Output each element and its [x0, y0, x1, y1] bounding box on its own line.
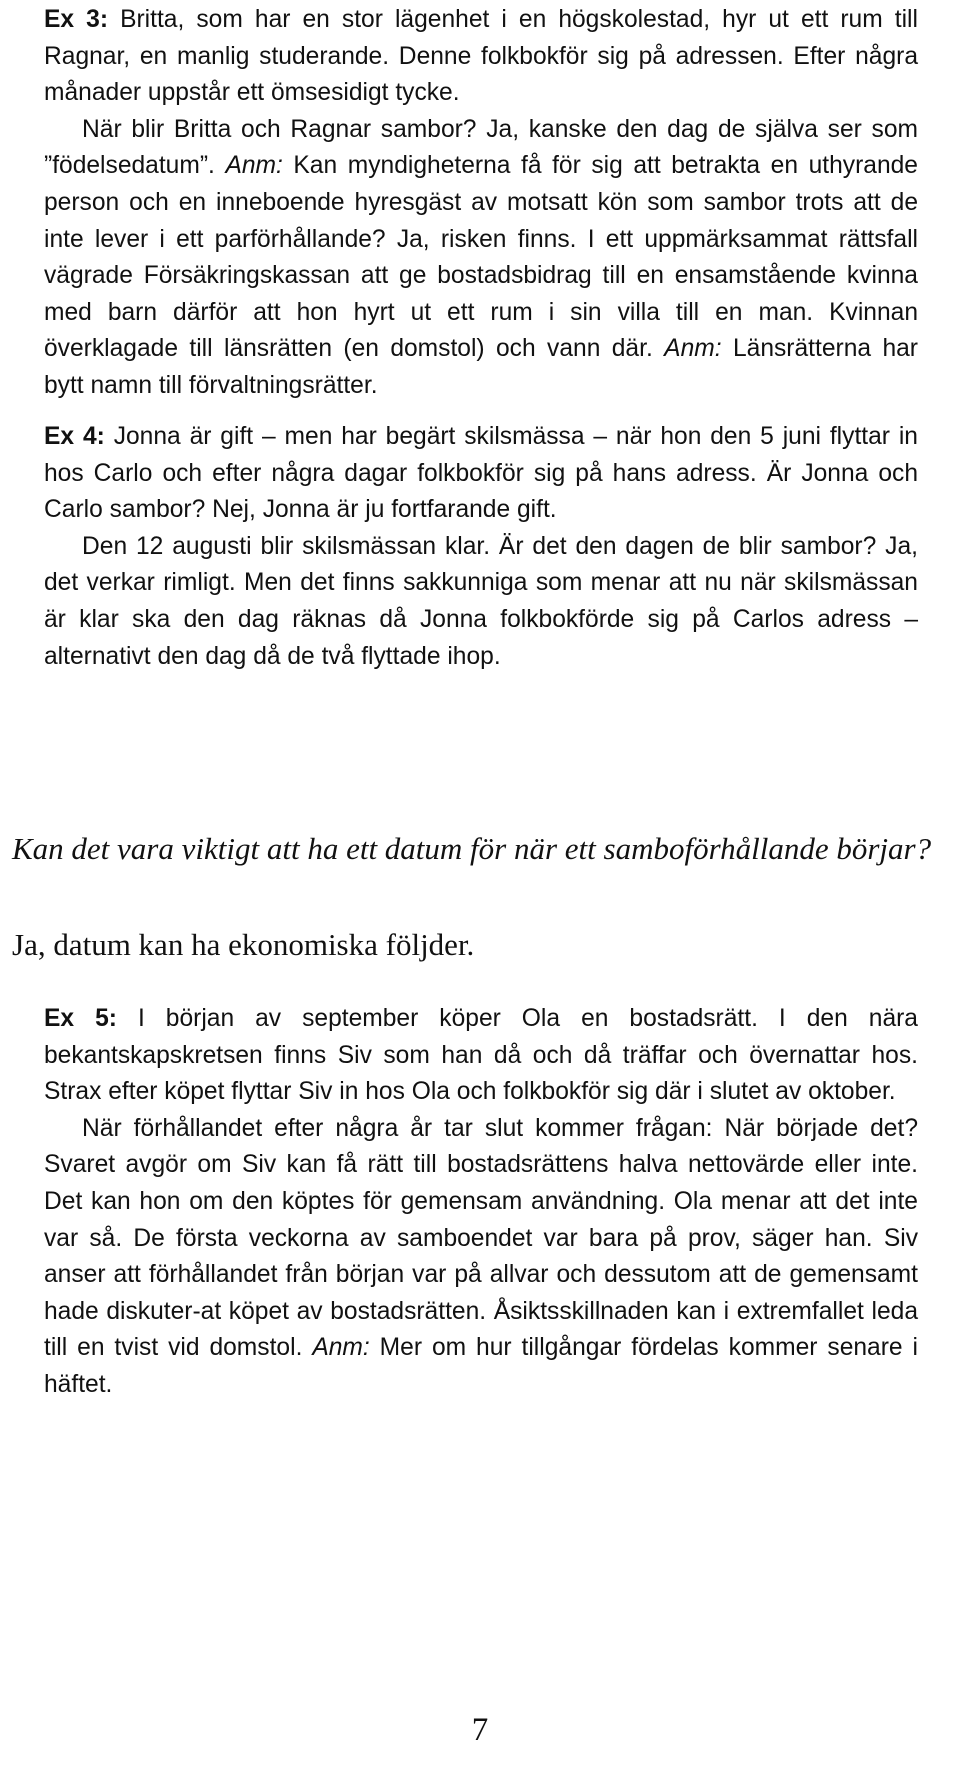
example-3-text-2: När blir Britta och Ragnar sambor? Ja, kanske den dag de själva ser som ”födelsedatum”.: [44, 115, 918, 180]
example-5-label: Ex 5:: [44, 1005, 117, 1032]
example-5-paragraph-2: [44, 1111, 918, 1404]
example-4-text-1: Jonna är gift – men har begärt skilsmässa – när hon den 5 juni flyttar in hos Carlo och efter några dagar folkbokför sig på hans adress. Är Jonna och Carlo sambor? Nej, Jonna är ju fortfarande gift.: [44, 423, 918, 524]
example-5-text-1: I början av september köper Ola en bostadsrätt. I den nära bekantskapskretsen finns Siv som han då och då träffar och övernattar hos. Strax efter köpet flyttar Siv in hos Ola och folkbokför sig där i slutet av oktober.: [44, 1005, 918, 1106]
example-5-paragraph-1: [44, 1001, 918, 1111]
example-4-label: Ex 4:: [44, 423, 105, 450]
question-heading: Kan det vara viktigt att ha ett datum för när ett samboförhållande börjar?: [12, 831, 932, 866]
example-3-paragraph-2: [44, 112, 918, 405]
example-5-text-2: När förhållandet efter några år tar slut kommer frågan: När började det? Svaret avgör om Siv kan få rätt till bostadsrättens halva nettovärde eller inte. Det kan hon om den köptes för gemensam användning. Ola menar att det inte var så. De första veckorna av samboendet var bara på prov, säger han. Siv anser att förhållandet från början var på allvar och dessutom att de gemensamt hade diskuter-at köpet av bostadsrätten. Åsiktsskillnaden kan i extremfallet leda till en tvist vid domstol.: [44, 1114, 918, 1362]
example-3-block: [44, 2, 918, 405]
example-3-text-1: Britta, som har en stor lägenhet i en högskolestad, hyr ut ett rum till Ragnar, en manlig studerande. Denne folkbokför sig på adressen. Efter några månader uppstår ett ömsesidigt tycke.: [44, 6, 918, 107]
example-4-paragraph-1: [44, 419, 918, 529]
answer-heading: Ja, datum kan ha ekonomiska följder.: [12, 927, 475, 962]
example-3-text-3: Kan myndigheterna få för sig att betrakta en uthyrande person och en inneboende hyresgäst av motsatt kön som sambor trots att de inte lever i ett parförhållande? Ja, risken finns. I ett uppmärksammat rättsfall vägrade Försäkringskassan att ge bostadsbidrag till en ensamstående kvinna med barn därför att hon hyrt ut ett rum i sin villa till en man. Kvinnan överklagade till länsrätten (en domstol) och vann där.: [44, 152, 918, 363]
note-label: Anm:: [225, 152, 283, 180]
example-4-text-2: Den 12 augusti blir skilsmässan klar. Är det den dagen de blir sambor? Ja, det verkar rimligt. Men det finns sakkunniga som menar att nu när skilsmässan är klar ska den dag räknas då Jonna folkbokförde sig på Carlos adress – alternativt den dag då de två flyttade ihop.: [44, 532, 918, 670]
example-4-paragraph-2: [44, 529, 918, 675]
page-number: 7: [471, 1712, 489, 1748]
example-5-text-3: Mer om hur tillgångar fördelas kommer senare i häftet.: [44, 1334, 918, 1398]
example-3-label: Ex 3:: [44, 6, 109, 33]
example-5-block: [44, 1001, 918, 1404]
example-4-block: [44, 419, 918, 675]
note-label: Anm:: [312, 1334, 370, 1362]
example-3-text-4: Länsrätterna har bytt namn till förvaltningsrätter.: [44, 335, 918, 399]
note-label: Anm:: [664, 335, 722, 363]
example-3-paragraph-1: [44, 2, 918, 112]
